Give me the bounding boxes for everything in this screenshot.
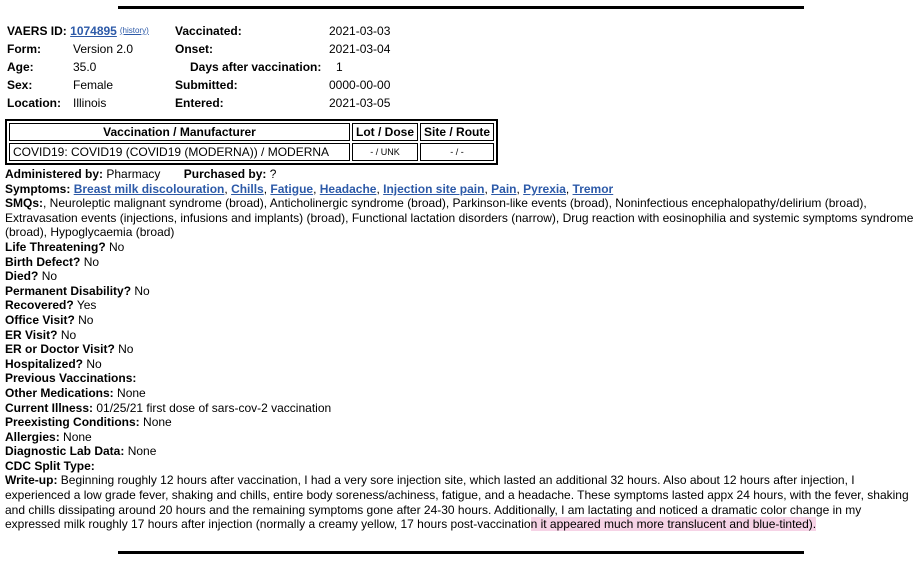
history-link[interactable]: (history) — [119, 26, 149, 35]
office-visit-label: Office Visit? — [5, 312, 75, 327]
current-illness-label: Current Illness: — [5, 400, 94, 415]
location-label: Location: — [7, 96, 61, 110]
purchased-value: ? — [269, 167, 277, 181]
cell-lot-dose: - / UNK — [352, 143, 418, 161]
permanent-disability-value: No — [134, 283, 150, 298]
sex-value: Female — [73, 78, 114, 92]
top-rule — [118, 6, 804, 9]
er-doctor-visit-label: ER or Doctor Visit? — [5, 342, 115, 357]
office-visit-line — [5, 313, 915, 328]
vaccination-table — [5, 119, 498, 165]
other-medications-label: Other Medications: — [5, 385, 114, 400]
symptom-link-breast-milk-discolouration[interactable]: Breast milk discolouration — [73, 181, 225, 196]
entered-label: Entered: — [175, 96, 224, 110]
purchased-label: Purchased by: — [183, 167, 267, 181]
preexisting-conditions-value: None — [143, 415, 172, 430]
life-threatening-line — [5, 240, 915, 255]
permanent-disability-label: Permanent Disability? — [5, 283, 132, 298]
report-details — [5, 167, 915, 532]
header-lot-dose: Lot / Dose — [352, 123, 418, 141]
symptom-link-pain[interactable]: Pain — [491, 181, 517, 196]
bottom-rule — [118, 551, 804, 554]
form-label: Form: — [7, 42, 41, 56]
hospitalized-value: No — [86, 356, 102, 371]
er-visit-value: No — [60, 327, 77, 342]
header-site-route: Site / Route — [420, 123, 494, 141]
symptoms-line: Symptoms: Breast milk discolouration, Chills, Fatigue, Headache, Injection site pain, Pain, Pyrexia, Tremor — [5, 181, 614, 196]
died-value: No — [41, 269, 58, 284]
onset-label: Onset: — [175, 42, 214, 56]
days-after-value: 1 — [336, 60, 343, 74]
symptom-link-headache[interactable]: Headache — [319, 181, 377, 196]
writeup-label: Write-up: — [5, 473, 58, 488]
life-threatening-label: Life Threatening? — [5, 239, 106, 254]
diagnostic-lab-value: None — [127, 444, 157, 459]
symptoms-label: Symptoms: — [5, 181, 71, 196]
diagnostic-lab-line — [5, 444, 915, 459]
sex-label: Sex: — [7, 78, 33, 92]
administered-label: Administered by: — [5, 167, 104, 181]
preexisting-conditions-label: Preexisting Conditions: — [5, 415, 140, 430]
recovered-line — [5, 298, 915, 313]
form-value: Version 2.0 — [73, 42, 134, 56]
birth-defect-value: No — [83, 254, 100, 269]
vaccinated-label: Vaccinated: — [175, 24, 242, 38]
died-line — [5, 269, 915, 284]
submitted-label: Submitted: — [175, 78, 238, 92]
vaers-id-link[interactable]: 1074895 — [70, 24, 117, 38]
header-vaccination-manufacturer: Vaccination / Manufacturer — [9, 123, 350, 141]
symptom-link-tremor[interactable]: Tremor — [572, 181, 614, 196]
smqs-label: SMQs: — [5, 196, 44, 211]
days-after-label: Days after vaccination: — [190, 60, 322, 74]
permanent-disability-line — [5, 284, 915, 299]
cdc-split-type-line — [5, 459, 915, 474]
location-value: Illinois — [73, 96, 107, 110]
submitted-value: 0000-00-00 — [329, 78, 391, 92]
writeup-text: Beginning roughly 12 hours after vaccination, I had a very sore injection site, which lasted an additional 32 hours. Also about 12 hours after injection, I experienced a low grade fever, shaking and chills, entire body soreness/achiness, fatigue, and a headache. These symptoms lasted appx 24 hours, with the fever, shaking and chills dissipating around 20 hours and the remaining symptoms gone after 24-30 hours. Additionally, I am lactating and noticed a dramatic color change in my expressed milk roughly 17 hours after injection (normally a creamy yellow, 17 hours post-vaccinatio — [5, 473, 909, 532]
vaccinated-value: 2021-03-03 — [329, 24, 391, 38]
recovered-value: Yes — [76, 298, 97, 313]
administered-value: Pharmacy — [106, 167, 161, 181]
vaers-id-label: VAERS ID: — [7, 24, 67, 38]
smqs-line — [5, 196, 915, 240]
symptom-link-injection-site-pain[interactable]: Injection site pain — [383, 181, 485, 196]
table-row — [9, 143, 494, 161]
symptom-link-chills[interactable]: Chills — [231, 181, 264, 196]
er-doctor-visit-value: No — [118, 342, 134, 357]
preexisting-conditions-line — [5, 415, 915, 430]
birth-defect-label: Birth Defect? — [5, 254, 81, 269]
entered-value: 2021-03-05 — [329, 96, 391, 110]
administered-line — [5, 167, 915, 182]
other-medications-value: None — [117, 385, 146, 400]
birth-defect-line — [5, 255, 915, 270]
hospitalized-line — [5, 357, 915, 372]
er-visit-label: ER Visit? — [5, 327, 58, 342]
office-visit-value: No — [78, 312, 94, 327]
recovered-label: Recovered? — [5, 298, 74, 313]
er-doctor-visit-line — [5, 342, 915, 357]
smqs-value: , Neuroleptic malignant syndrome (broad), Anticholinergic syndrome (broad), Parkinson-like events (broad), Noninfectious encephalopathy/delirium (broad), Extravasation events (injections, infusions and implants) (broad), Functional lactation disorders (narrow), Drug reaction with eosinophilia and systemic symptoms syndrome (broad), Hypoglycaemia (broad) — [5, 196, 914, 240]
cell-vaccination: COVID19: COVID19 (COVID19 (MODERNA)) / MODERNA — [9, 143, 350, 161]
other-medications-line — [5, 386, 915, 401]
hospitalized-label: Hospitalized? — [5, 356, 84, 371]
life-threatening-value: No — [109, 239, 125, 254]
diagnostic-lab-label: Diagnostic Lab Data: — [5, 444, 125, 459]
previous-vaccinations-label: Previous Vaccinations: — [5, 371, 137, 386]
writeup-line — [5, 473, 915, 531]
died-label: Died? — [5, 269, 39, 284]
vaccination-table-header — [9, 123, 494, 141]
er-visit-line — [5, 328, 915, 343]
cell-site-route: - / - — [420, 143, 494, 161]
symptom-link-pyrexia[interactable]: Pyrexia — [523, 181, 566, 196]
cdc-split-type-label: CDC Split Type: — [5, 458, 95, 473]
age-value: 35.0 — [73, 60, 97, 74]
current-illness-line — [5, 401, 915, 416]
allergies-value: None — [63, 429, 92, 444]
onset-value: 2021-03-04 — [329, 42, 391, 56]
previous-vaccinations-line — [5, 371, 915, 386]
age-label: Age: — [7, 60, 34, 74]
writeup-highlight: n it appeared much more translucent and blue-tinted). — [530, 517, 817, 532]
allergies-line — [5, 430, 915, 445]
allergies-label: Allergies: — [5, 429, 60, 444]
current-illness-value: 01/25/21 first dose of sars-cov-2 vaccination — [96, 400, 332, 415]
symptom-link-fatigue[interactable]: Fatigue — [270, 181, 314, 196]
